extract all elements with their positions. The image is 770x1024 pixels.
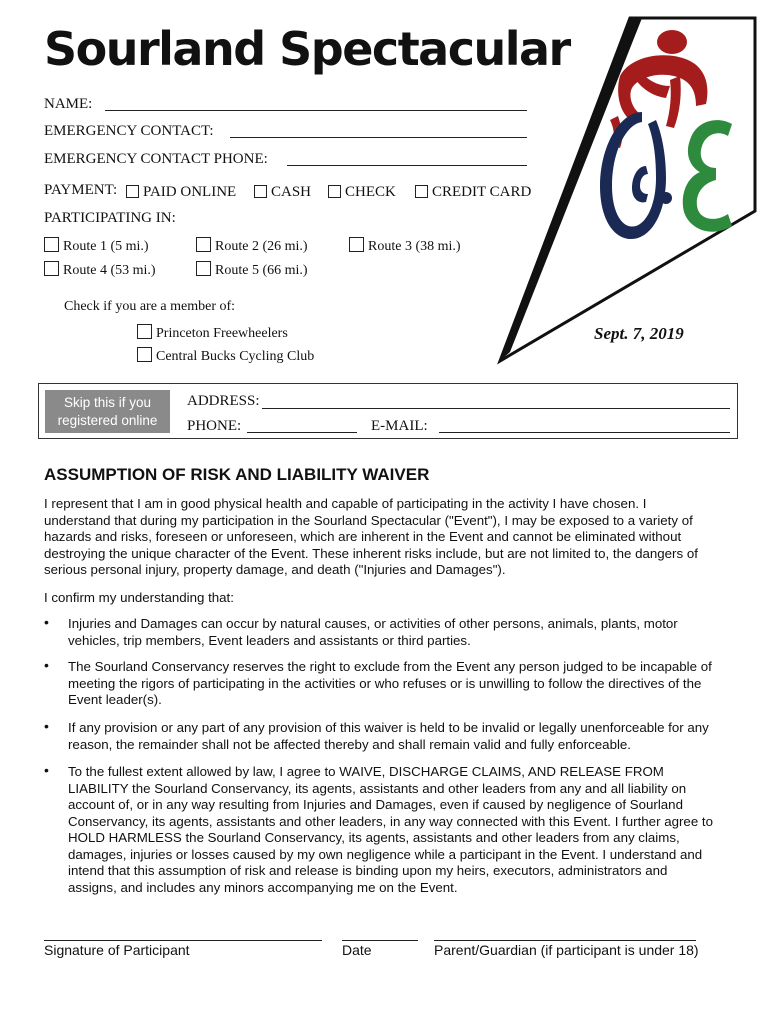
emergency-phone-label: EMERGENCY CONTACT PHONE:: [44, 151, 268, 167]
guardian-signature-label: Parent/Guardian (if participant is under 18): [434, 942, 699, 958]
emergency-contact-label: EMERGENCY CONTACT:: [44, 123, 214, 139]
route-option-4[interactable]: Route 4 (53 mi.): [44, 261, 156, 279]
guardian-signature-field[interactable]: [434, 940, 696, 941]
event-date: Sept. 7, 2019: [594, 324, 684, 343]
waiver-bullet: Injuries and Damages can occur by natural causes, or activities of other persons, animals, plants, motor vehicles, trip members, Event leaders and assistants or third parties.: [68, 616, 678, 648]
payment-option-paid-online[interactable]: PAID ONLINE: [126, 184, 236, 201]
route-option-3[interactable]: Route 3 (38 mi.): [349, 237, 461, 255]
checkbox-icon[interactable]: [44, 237, 59, 252]
waiver-bullet: To the fullest extent allowed by law, I agree to WAIVE, DISCHARGE CLAIMS, AND RELEASE FROM LIABILITY the Sourland Conservancy, its agents, assistants and other leaders from any and all liability on account of, or in any way resulting from Injuries and Damages, even if caused by negligence of Sourland Conservancy, its agents, assistants and other leaders, in any way connected with this Event. I further agree to HOLD HARMLESS the Sourland Conservancy, its agents, assistants and other leaders from any claims, damages, injuries or losses caused by my own negligence while a participant in the Event. I understand and intend that this assumption of risk and release is binding upon my heirs, executors, administrators and assigns, and includes any minors accompanying me on the Event.: [68, 764, 713, 895]
club-option-central-bucks[interactable]: Central Bucks Cycling Club: [137, 347, 314, 365]
checkbox-icon[interactable]: [126, 185, 139, 198]
bullet-icon: •: [44, 718, 49, 734]
name-label: NAME:: [44, 96, 93, 112]
payment-option-check[interactable]: CHECK: [328, 184, 396, 201]
checkbox-icon[interactable]: [328, 185, 341, 198]
email-label: E-MAIL:: [371, 418, 428, 434]
payment-option-credit-card[interactable]: CREDIT CARD: [415, 184, 531, 201]
club-option-princeton-freewheelers[interactable]: Princeton Freewheelers: [137, 324, 288, 342]
emergency-contact-field[interactable]: [230, 137, 527, 138]
phone-label: PHONE:: [187, 418, 242, 434]
waiver-title: ASSUMPTION OF RISK AND LIABILITY WAIVER: [44, 465, 430, 484]
bullet-icon: •: [44, 762, 49, 778]
checkbox-icon[interactable]: [137, 324, 152, 339]
checkbox-icon[interactable]: [137, 347, 152, 362]
page-title: Sourland Spectacular: [44, 22, 570, 76]
waiver-bullet: If any provision or any part of any provision of this waiver is held to be invalid or legally unenforceable for any reason, the remainder shall not be affected thereby and shall remain valid and fully enforceable.: [68, 720, 709, 752]
route-option-2[interactable]: Route 2 (26 mi.): [196, 237, 308, 255]
checkbox-icon[interactable]: [415, 185, 428, 198]
email-field[interactable]: [439, 432, 730, 433]
checkbox-icon[interactable]: [254, 185, 267, 198]
address-label: ADDRESS:: [187, 393, 260, 409]
route-option-5[interactable]: Route 5 (66 mi.): [196, 261, 308, 279]
participant-signature-field[interactable]: [44, 940, 322, 941]
checkbox-icon[interactable]: [196, 237, 211, 252]
phone-field[interactable]: [247, 432, 357, 433]
checkbox-icon[interactable]: [44, 261, 59, 276]
participating-label: PARTICIPATING IN:: [44, 210, 176, 226]
emergency-phone-field[interactable]: [287, 165, 527, 166]
membership-prompt: Check if you are a member of:: [64, 299, 236, 314]
waiver-confirm: I confirm my understanding that:: [44, 590, 234, 605]
route-option-1[interactable]: Route 1 (5 mi.): [44, 237, 149, 255]
name-field[interactable]: [105, 110, 527, 111]
bullet-icon: •: [44, 657, 49, 673]
participant-signature-label: Signature of Participant: [44, 942, 190, 958]
bullet-icon: •: [44, 614, 49, 630]
rider-head-shape: [657, 30, 687, 54]
signature-date-label: Date: [342, 942, 372, 958]
skip-if-registered-badge: Skip this if you registered online: [45, 390, 170, 433]
waiver-intro: I represent that I am in good physical health and capable of participating in the activity I have chosen. I understand that during my participation in the Sourland Spectacular ("Event"), I may be exposed to a variety of hazards and risks, foreseen or unforeseen, which are inherent in the Event and cannot be eliminated without destroying the unique character of the Event. These inherent risks include, but are not limited to, the dangers of serious personal injury, property damage, and death ("Injuries and Damages").: [44, 496, 698, 577]
payment-label: PAYMENT:: [44, 182, 118, 198]
address-field[interactable]: [262, 408, 730, 409]
waiver-bullet: The Sourland Conservancy reserves the right to exclude from the Event any person judged to be incapable of meeting the rigors of participating in the activities or who refuses or is unwilling to follow the directives of the Event leader(s).: [68, 659, 712, 707]
checkbox-icon[interactable]: [349, 237, 364, 252]
checkbox-icon[interactable]: [196, 261, 211, 276]
payment-option-cash[interactable]: CASH: [254, 184, 311, 201]
signature-date-field[interactable]: [342, 940, 418, 941]
